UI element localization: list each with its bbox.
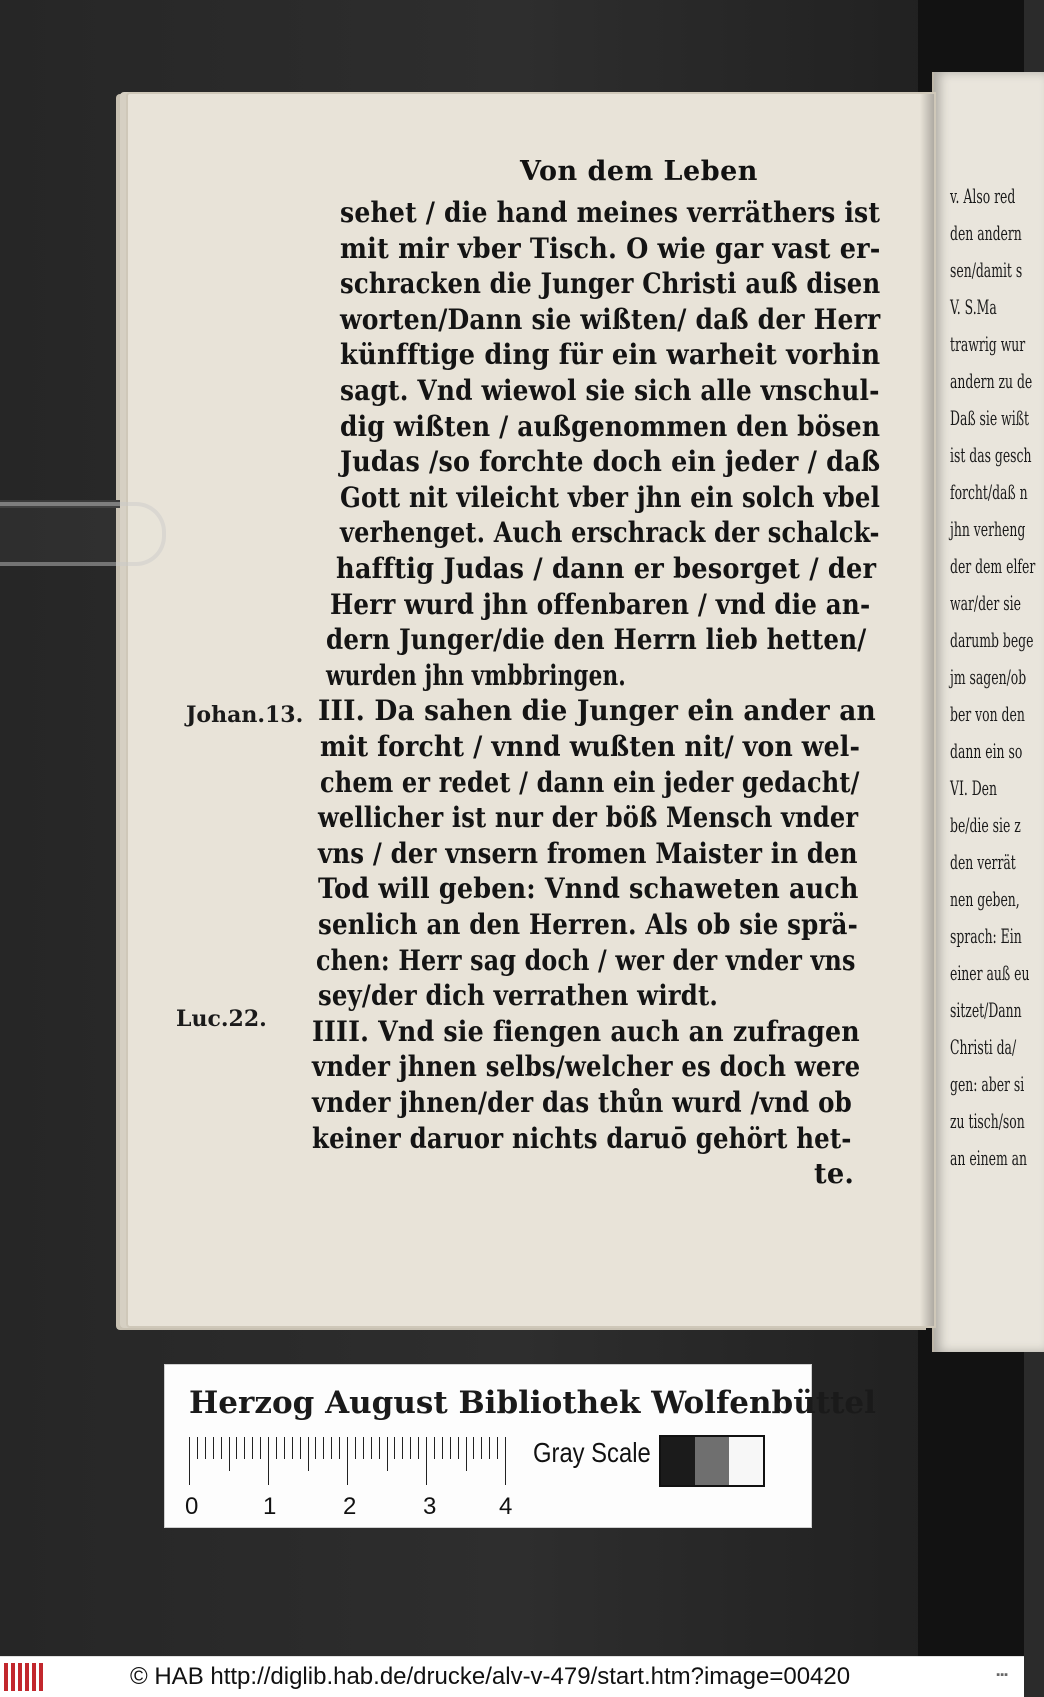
facing-text-line: dann ein so xyxy=(950,739,1023,763)
text-line: keiner daruor nichts daruō gehört het- xyxy=(312,1121,852,1155)
facing-text-line: ist das gesch xyxy=(950,443,1032,467)
ruler-tick xyxy=(189,1437,190,1485)
ruler-tick xyxy=(197,1437,198,1459)
facing-text-line: sitzet/Dann xyxy=(950,998,1022,1022)
text-line: Tod will geben: Vnnd schaweten auch xyxy=(318,872,859,906)
text-line: dern Junger/die den Herrn lieb hetten/ xyxy=(326,623,867,657)
ruler-tick xyxy=(268,1437,269,1485)
facing-text-line: forcht/daß n xyxy=(950,480,1028,504)
text-line: senlich an den Herren. Als ob sie sprä- xyxy=(318,908,858,941)
text-line: Herr wurd jhn offenbaren / vnd die an- xyxy=(330,587,871,621)
ruler-tick xyxy=(308,1437,309,1471)
facing-text-line: jm sagen/ob xyxy=(950,665,1027,689)
footer-bar xyxy=(0,1656,1024,1697)
ruler-tick xyxy=(331,1437,332,1459)
facing-text-line: darumb bege xyxy=(950,628,1034,652)
gray-scale-label: Gray Scale xyxy=(533,1437,651,1468)
ruler-tick xyxy=(450,1437,451,1459)
facing-text-line: war/der sie xyxy=(950,591,1021,615)
text-line: wellicher ist nur der böß Mensch vnder xyxy=(318,801,859,835)
facing-text-line: be/die sie z xyxy=(950,813,1021,837)
ruler xyxy=(189,1437,515,1485)
ruler-tick xyxy=(276,1437,277,1459)
facing-text-line: ber von den xyxy=(950,702,1025,726)
facing-text-line: den andern xyxy=(950,221,1022,245)
text-line: dig wißten / außgenommen den bösen xyxy=(340,409,881,443)
ruler-tick xyxy=(458,1437,459,1459)
text-line: mit forcht / vnnd wußten nit/ von wel- xyxy=(320,730,861,763)
facing-text-line: gen: aber si xyxy=(950,1072,1025,1096)
ruler-tick xyxy=(221,1437,222,1459)
running-head: Von dem Leben xyxy=(520,156,758,187)
ruler-label-3: 3 xyxy=(423,1493,437,1520)
ruler-label-1: 1 xyxy=(263,1493,277,1520)
margin-note-luc: Luc.22. xyxy=(176,1006,267,1032)
ruler-tick xyxy=(260,1437,261,1459)
text-line: sehet / die hand meines verräthers ist xyxy=(340,196,881,229)
text-line: vns / der vnsern fromen Maister in den xyxy=(318,836,858,870)
logo-stripe xyxy=(18,1663,22,1691)
text-line: verhenget. Auch erschrack der schalck- xyxy=(340,516,880,550)
text-line: mit mir vber Tisch. O wie gar vast er- xyxy=(340,231,881,265)
ruler-tick xyxy=(284,1437,285,1459)
facing-text-line: Daß sie wißt xyxy=(950,406,1030,430)
facing-text-line: an einem an xyxy=(950,1146,1028,1170)
logo-stripe xyxy=(32,1663,36,1691)
facing-page xyxy=(932,72,1044,1352)
text-line: chen: Herr sag doch / wer der vnder vns xyxy=(316,943,856,977)
ruler-tick xyxy=(434,1437,435,1459)
book-clip xyxy=(0,502,166,566)
ruler-tick xyxy=(363,1437,364,1459)
facing-text-line: einer auß eu xyxy=(950,961,1030,985)
gray-patch-mid xyxy=(695,1437,729,1485)
text-line: IIII. Vnd sie fiengen auch an zufragen xyxy=(312,1014,860,1048)
ruler-tick xyxy=(213,1437,214,1459)
ruler-tick xyxy=(489,1437,490,1459)
library-title: Herzog August Bibliothek Wolfenbüttel xyxy=(189,1385,876,1421)
text-line: vnder jhnen/der das thůn wurd /vnd ob xyxy=(312,1086,852,1119)
text-line: sey/der dich verrathen wirdt. xyxy=(318,979,719,1013)
facing-text-line: trawrig wur xyxy=(950,332,1026,356)
text-line: künfftige ding für ein warheit vorhin xyxy=(340,338,881,372)
footer-url[interactable]: © HAB http://diglib.hab.de/drucke/alv-v-479/start.htm?image=00420 xyxy=(130,1663,851,1690)
facing-text-line: v. Also red xyxy=(950,184,1016,208)
ruler-tick xyxy=(442,1437,443,1459)
text-line: wurden jhn vmbbringen. xyxy=(326,658,626,692)
text-line: worten/Dann sie wißten/ daß der Herr xyxy=(340,302,881,336)
ruler-tick xyxy=(466,1437,467,1471)
text-line: schracken die Junger Christi auß disen xyxy=(340,267,881,301)
facing-text-line: nen geben, xyxy=(950,887,1020,911)
logo-stripe xyxy=(39,1663,43,1691)
text-line: sagt. Vnd wiewol sie sich alle vnschul- xyxy=(340,374,880,407)
ruler-tick xyxy=(505,1437,506,1485)
ruler-tick xyxy=(394,1437,395,1459)
ruler-tick xyxy=(481,1437,482,1459)
facing-text-line: Christi da/ xyxy=(950,1035,1017,1059)
facing-text-line: den verrät xyxy=(950,850,1016,874)
ruler-tick xyxy=(236,1437,237,1459)
ruler-tick xyxy=(315,1437,316,1459)
hab-logo-icon xyxy=(4,1663,46,1691)
logo-stripe xyxy=(11,1663,15,1691)
ruler-tick xyxy=(379,1437,380,1459)
facing-text-line: sen/damit s xyxy=(950,258,1023,282)
facing-text-line: sprach: Ein xyxy=(950,924,1022,948)
facing-text-line: zu tisch/son xyxy=(950,1109,1025,1133)
ruler-tick xyxy=(426,1437,427,1485)
ruler-tick xyxy=(371,1437,372,1459)
gray-patch-light xyxy=(729,1437,763,1485)
ruler-tick xyxy=(339,1437,340,1459)
facing-text-line: VI. Den xyxy=(950,776,998,800)
footer-corner-mark: ▪▪▪ xyxy=(996,1669,1008,1681)
facing-text-line: V. S.Ma xyxy=(950,295,997,319)
ruler-tick xyxy=(252,1437,253,1459)
ruler-tick xyxy=(292,1437,293,1459)
facing-text-line: der dem elfer xyxy=(950,554,1036,578)
color-target-card xyxy=(164,1364,876,1528)
text-line: Judas /so forchte doch ein jeder / daß xyxy=(340,445,881,479)
logo-stripe xyxy=(4,1663,8,1691)
text-line: te. xyxy=(814,1157,855,1191)
facing-text-line: andern zu de xyxy=(950,369,1033,393)
ruler-tick xyxy=(300,1437,301,1459)
ruler-tick xyxy=(418,1437,419,1459)
ruler-label-2: 2 xyxy=(343,1493,357,1520)
ruler-tick xyxy=(355,1437,356,1459)
ruler-tick xyxy=(473,1437,474,1459)
text-line: hafftig Judas / dann er besorget / der xyxy=(336,552,877,585)
facing-text-line: jhn verheng xyxy=(950,517,1026,541)
margin-note-johan: Johan.13. xyxy=(186,702,304,728)
text-line: chem er redet / dann ein jeder gedacht/ xyxy=(320,765,860,799)
logo-stripe xyxy=(25,1663,29,1691)
text-line: vnder jhnen selbs/welcher es doch were xyxy=(312,1050,861,1084)
ruler-tick xyxy=(347,1437,348,1485)
ruler-tick xyxy=(229,1437,230,1471)
text-line: Gott nit vileicht vber jhn ein solch vbel xyxy=(340,480,881,514)
ruler-label-4: 4 xyxy=(499,1493,513,1520)
ruler-label-0: 0 xyxy=(185,1493,199,1520)
ruler-tick xyxy=(244,1437,245,1459)
ruler-tick xyxy=(323,1437,324,1459)
ruler-tick xyxy=(402,1437,403,1459)
ruler-tick xyxy=(497,1437,498,1459)
gray-patch-dark xyxy=(661,1437,695,1485)
ruler-tick xyxy=(205,1437,206,1459)
ruler-tick xyxy=(387,1437,388,1471)
ruler-tick xyxy=(410,1437,411,1459)
text-line: III. Da sahen die Junger ein ander an xyxy=(318,694,876,728)
gray-scale-patches xyxy=(659,1435,765,1487)
